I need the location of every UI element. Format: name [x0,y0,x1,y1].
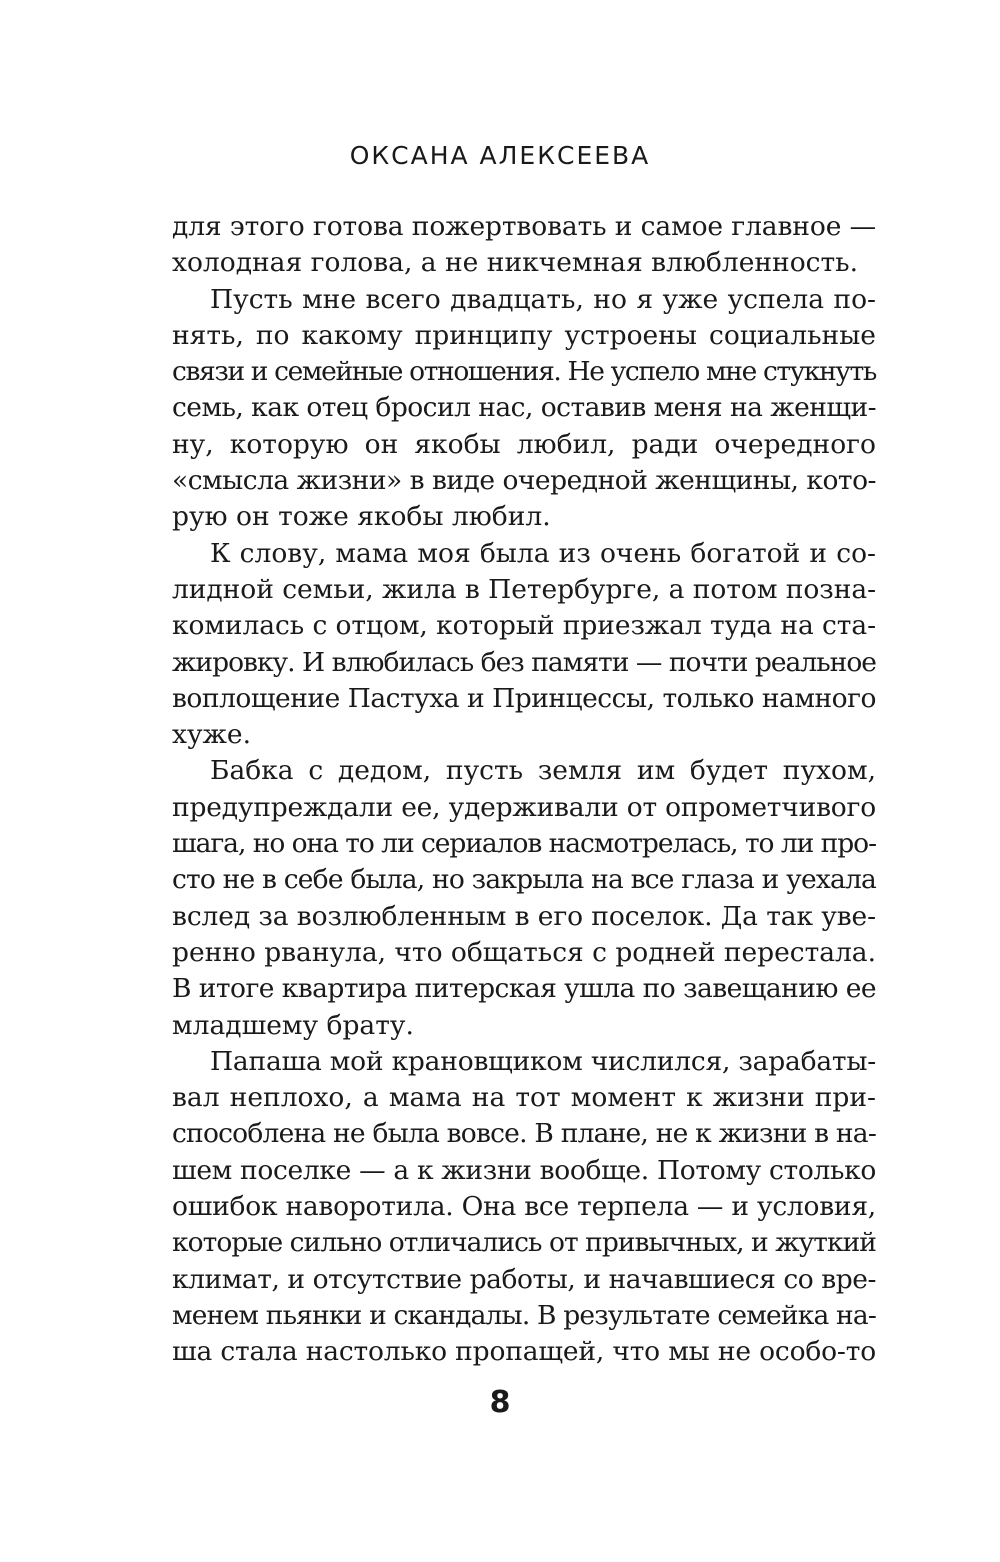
page-number: 8 [489,1385,511,1420]
text-line: рую он тоже якобы любил. [172,501,551,533]
text-line: менем пьянки и скандалы. В результате семейка на- [172,1299,876,1331]
text-line: Бабка с дедом, пусть земля им будет пухом, [210,755,876,787]
text-line: Пусть мне всего двадцать, но я уже успела по- [210,283,876,315]
text-line: шага, но она то ли сериалов насмотрелась, то ли про- [172,828,876,860]
text-line: холодная голова, а не никчемная влюбленность. [172,247,859,279]
running-head-author: ОКСАНА АЛЕКСЕЕВА [349,141,651,170]
text-line: шем поселке — а к жизни вообще. Потому столько [172,1154,876,1186]
text-line: сто не в себе была, но закрыла на все глаза и уехала [172,864,876,896]
text-line: для этого готова пожертвовать и самое главное — [172,211,876,242]
text-line: воплощение Пастуха и Принцессы, только намного [172,682,876,714]
text-line: хуже. [172,719,252,751]
text-line: ошибок наворотила. Она все терпела — и условия, [172,1191,876,1223]
text-line: младшему брату. [172,1009,414,1041]
text-line: предупреждали ее, удерживали от опрометчивого [172,791,876,823]
text-line: К слову, мама моя была из очень богатой и со- [210,537,876,569]
text-line: способлена не была вовсе. В плане, не к жизни в на- [172,1118,876,1150]
text-line: вслед за возлюбленным в его поселок. Да так уве- [172,900,876,932]
text-line: которые сильно отличались от привычных, и жуткий [172,1227,876,1259]
text-line: семь, как отец бросил нас, оставив меня на женщи- [172,392,876,424]
text-line: нять, по какому принципу устроены социальные [172,319,876,351]
text-line: лидной семьи, жила в Петербурге, а потом позна- [172,573,876,605]
text-line: вал неплохо, а мама на тот момент к жизни при- [172,1082,876,1114]
text-line: жировку. И влюбилась без памяти — почти реальное [172,646,876,678]
text-line: «смысла жизни» в виде очередной женщины, кото- [172,465,876,497]
text-line: В итоге квартира питерская ушла по завещанию ее [172,973,876,1005]
text-line: комилась с отцом, который приезжал туда на ста- [172,610,876,642]
text-line: ша стала настолько пропащей, что мы не особо-то [172,1336,876,1368]
text-line: Папаша мой крановщиком числился, зарабаты- [210,1045,876,1077]
text-line: ренно рванула, что общаться с родней перестала. [172,936,876,968]
body-text [172,209,876,1371]
text-line: связи и семейные отношения. Не успело мне стукнуть [172,356,876,388]
text-line: ну, которую он якобы любил, ради очередного [172,428,876,460]
text-line: климат, и отсутствие работы, и начавшиеся со вре- [172,1263,876,1295]
